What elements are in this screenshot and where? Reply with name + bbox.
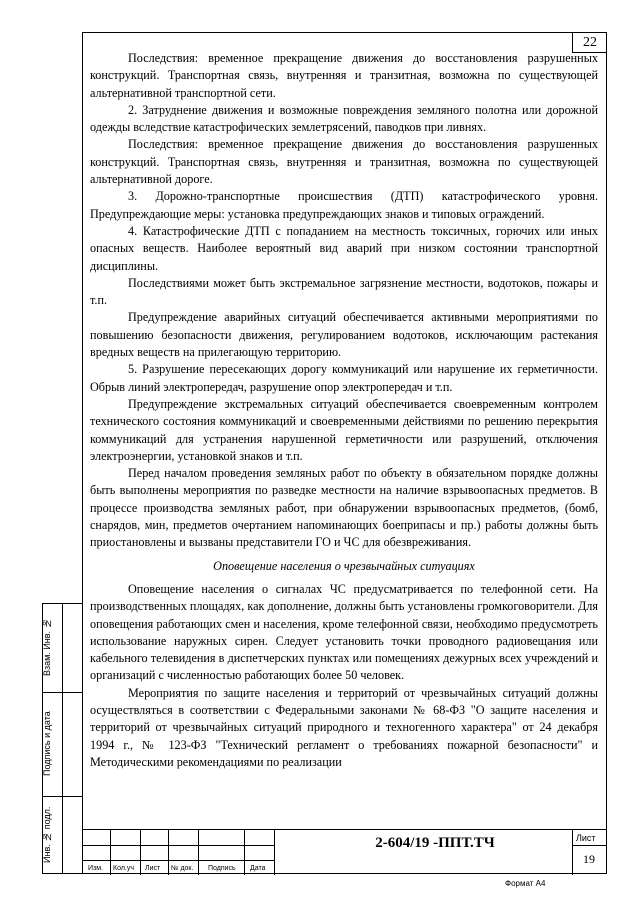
paragraph: Мероприятия по защите населения и территорий от чрезвычайных ситуаций должны осуществляться в соответствии с Федеральными законами № 68-ФЗ "О защите населения и территорий от чрезвычайных ситуаций природного и техногенного характера" от 24 декабря 1994 г., № 123-ФЗ "Технический регламент о требованиях пожарной безопасности" и Методическими рекомендациями по реализации [90, 685, 598, 769]
format-label: Формат А4 [505, 879, 546, 888]
col-list: Лист [145, 865, 161, 872]
section-heading: Оповещение населения о чрезвычайных ситуациях [213, 558, 475, 573]
inv-podl-label: Инв. № подл. [42, 806, 52, 864]
vzam-inv-label: Взам. Инв. № [42, 618, 52, 676]
paragraph: Оповещение населения о сигналах ЧС предусматривается по телефонной сети. На производственных площадях, как дополнение, должны быть установлены громкоговорители. Для оповещения работающих смен и населения, кроме телефонной связи, необходимо предусмотреть использование наружных сирен. Следует установить точки проводного радиовещания или кабельного телевидения в диспетчерских пунктах или помещениях дежурных всех учреждений и организаций с численностью работающих более 50 человек. [90, 581, 598, 683]
paragraph: Последствиями может быть экстремальное загрязнение местности, водотоков, пожары и т.п. [90, 275, 598, 308]
col-n-dok: № док. [171, 865, 194, 872]
list-number: 19 [583, 852, 595, 866]
paragraph: Перед началом проведения земляных работ по объекту в обязательном порядке должны быть выполнены мероприятия по разведке местности на наличие взрывоопасных предметов. В процессе производства земляных работ, при обнаружении взрывоопасных предметов, (бомб, снарядов, мин, предметов очертанием напоминающих боеприпасы и пр.) работы должны быть приостановлены и вызваны представители ГО и ЧС для обезвреживания. [90, 466, 598, 550]
col-kol-uch: Кол.уч [113, 865, 134, 872]
paragraph: 5. Разрушение пересекающих дорогу коммуникаций или нарушение их герметичности. Обрыв линий электропередач, разрушение опор электропередач и т.п. [90, 362, 598, 394]
paragraph: 3. Дорожно-транспортные происшествия (ДТП) катастрофического уровня. Предупреждающие меры: установка предупреждающих знаков и типовых ограждений. [90, 189, 598, 221]
paragraph: Последствия: временное прекращение движения до восстановления разрушенных конструкций. Транспортная связь, внутренняя и транзитная, возможна по существующей альтернативной дороге. [90, 137, 598, 187]
col-izm: Изм. [88, 865, 103, 872]
list-label: Лист [576, 833, 596, 843]
col-podpis: Подпись [208, 865, 236, 872]
document-body [90, 50, 598, 771]
paragraph: Предупреждение аварийных ситуаций обеспечивается активными мероприятиями по повышению безопасности движения, регулированием водотоков, исключающим растекания вредных веществ на прилегающую территорию. [90, 310, 598, 360]
col-data: Дата [250, 865, 266, 872]
podpis-data-label: Подпись и дата [42, 711, 52, 777]
page-number: 22 [572, 32, 607, 53]
paragraph: Последствия: временное прекращение движения до восстановления разрушенных конструкций. Транспортная связь, внутренняя и транзитная, возможна по существующей альтернативной транспортной сети. [90, 51, 598, 100]
document-code: 2-604/19 -ППТ.ТЧ [375, 835, 495, 851]
paragraph: 4. Катастрофические ДТП с попаданием на местность токсичных, горючих или иных опасных веществ. Наиболее вероятный вид аварий при низком состоянии транспортной дисциплины. [90, 223, 598, 273]
paragraph: Предупреждение экстремальных ситуаций обеспечивается своевременным контролем технического состояния коммуникаций и своевременными действиями по решению перекрытия коммуникаций для устранения нарушенной герметичности или разрушений, отключения электроэнергии, установкой знаков и т.п. [90, 396, 598, 463]
paragraph: 2. Затруднение движения и возможные повреждения земляного полотна или дорожной одежды вследствие катастрофических землетрясений, паводков при ливнях. [90, 102, 598, 135]
